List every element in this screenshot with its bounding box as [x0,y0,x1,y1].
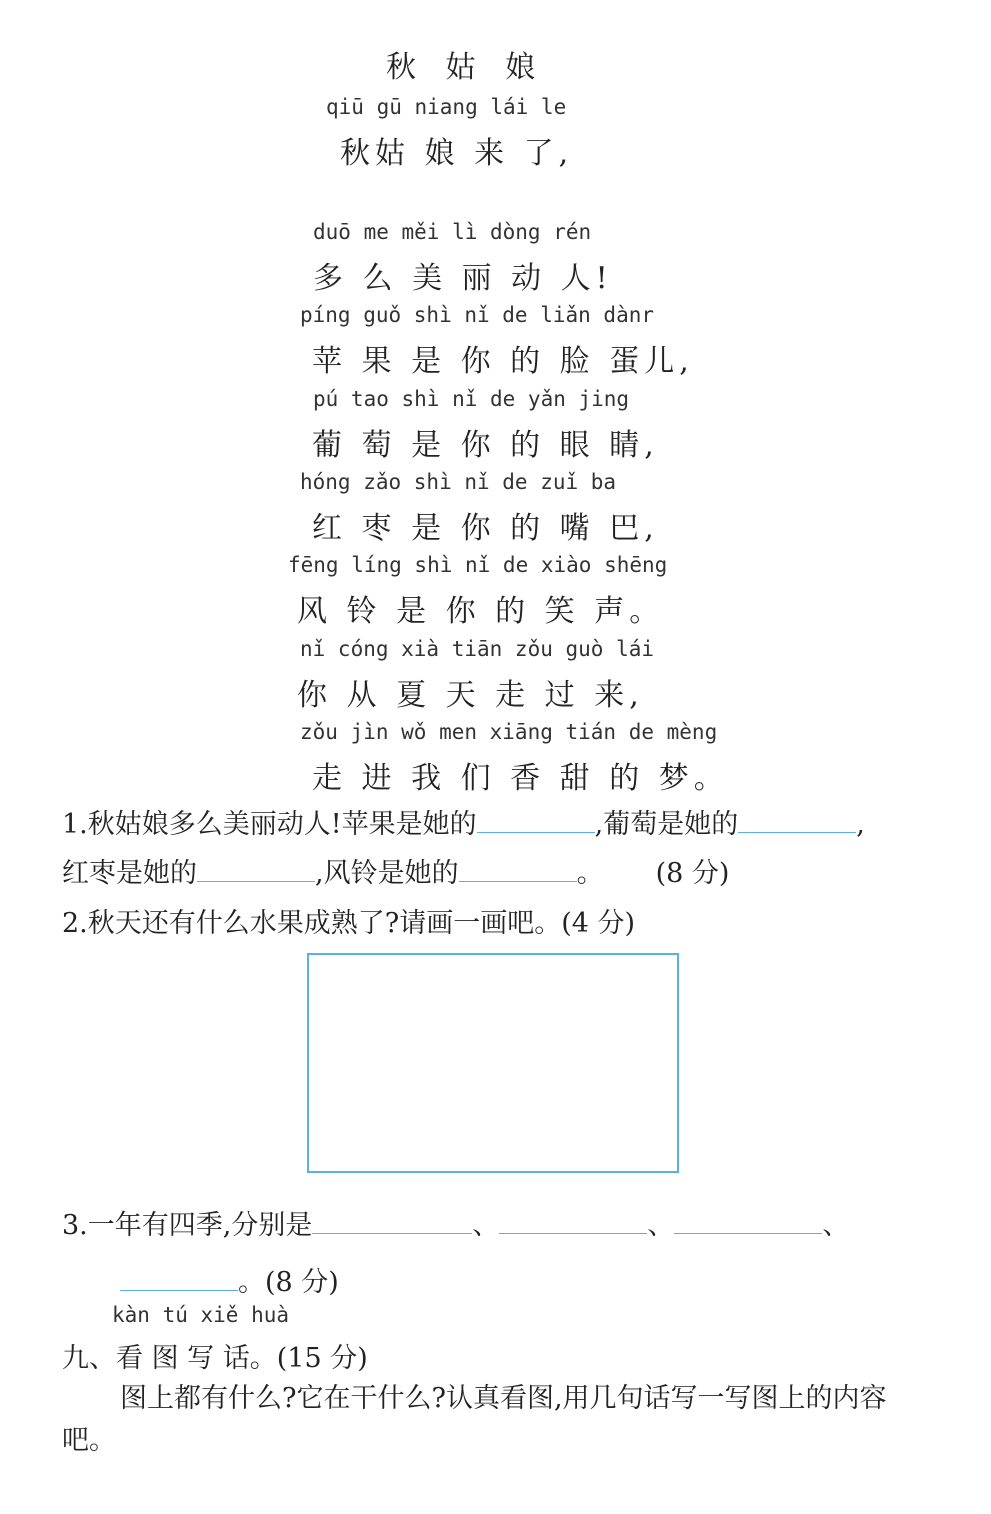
answer-blank-laugh[interactable] [459,855,577,882]
question-1-line-1 [62,802,865,841]
question-1-text-c: , [856,809,865,840]
poem-line-4: 葡 萄 是 你 的 眼 睛, [312,428,659,463]
poem-line-8: 走 进 我 们 香 甜 的 梦。 [312,761,729,796]
pinyin-line-7: nǐ cóng xià tiān zǒu guò lái [300,637,655,661]
section-9-pinyin: kàn tú xiě huà [112,1303,290,1327]
question-1-text-d: 红枣是她的 [62,858,197,889]
question-3-sep-3: 、 [822,1210,850,1241]
answer-blank-season-4[interactable] [120,1264,238,1291]
question-3-end: 。(8 分) [238,1267,339,1298]
answer-blank-season-1[interactable] [312,1207,472,1234]
answer-blank-face[interactable] [477,806,595,833]
poem-line-6: 风 铃 是 你 的 笑 声。 [297,594,665,629]
pinyin-line-2: duō me měi lì dòng rén [313,220,592,244]
question-1-text-a: 1.秋姑娘多么美丽动人!苹果是她的 [62,809,477,840]
poem-line-2: 多 么 美 丽 动 人! [313,261,613,296]
question-3-line-2 [120,1260,339,1299]
pinyin-line-4: pú tao shì nǐ de yǎn jing [313,387,630,411]
pinyin-line-1: qiū gū niang lái le [326,95,567,119]
answer-blank-eyes[interactable] [738,806,856,833]
pinyin-line-5: hóng zǎo shì nǐ de zuǐ ba [300,470,617,494]
question-1-score: (8 分) [655,858,730,889]
poem-line-1: 秋姑 娘 来 了, [340,136,574,171]
question-1-text-f: 。 [576,858,604,889]
answer-blank-season-2[interactable] [499,1207,647,1234]
question-3-sep-1: 、 [472,1210,500,1241]
question-3-sep-2: 、 [647,1210,675,1241]
poem-title: 秋 姑 娘 [386,50,546,85]
answer-blank-mouth[interactable] [197,855,315,882]
pinyin-line-8: zǒu jìn wǒ men xiāng tián de mèng [300,720,718,744]
question-3-line-1 [62,1203,849,1242]
question-1-text-e: ,风铃是她的 [315,858,459,889]
question-3-text: 3.一年有四季,分别是 [62,1210,313,1241]
question-1-text-b: ,葡萄是她的 [594,809,739,840]
pinyin-line-3: píng guǒ shì nǐ de liǎn dànr [300,303,655,327]
poem-line-5: 红 枣 是 你 的 嘴 巴, [312,511,659,546]
poem-line-3: 苹 果 是 你 的 脸 蛋儿, [312,344,694,379]
section-9-instructions: 图上都有什么?它在干什么?认真看图,用几句话写一写图上的内容吧。 [62,1383,887,1456]
section-9-heading: 九、看 图 写 话。(15 分) [62,1343,368,1374]
question-1-line-2 [62,851,729,890]
pinyin-line-6: fēng líng shì nǐ de xiào shēng [288,553,668,577]
poem-line-7: 你 从 夏 天 走 过 来, [297,678,644,713]
drawing-box[interactable] [307,953,679,1173]
question-2-text: 2.秋天还有什么水果成熟了?请画一画吧。(4 分) [62,908,636,939]
answer-blank-season-3[interactable] [674,1207,822,1234]
